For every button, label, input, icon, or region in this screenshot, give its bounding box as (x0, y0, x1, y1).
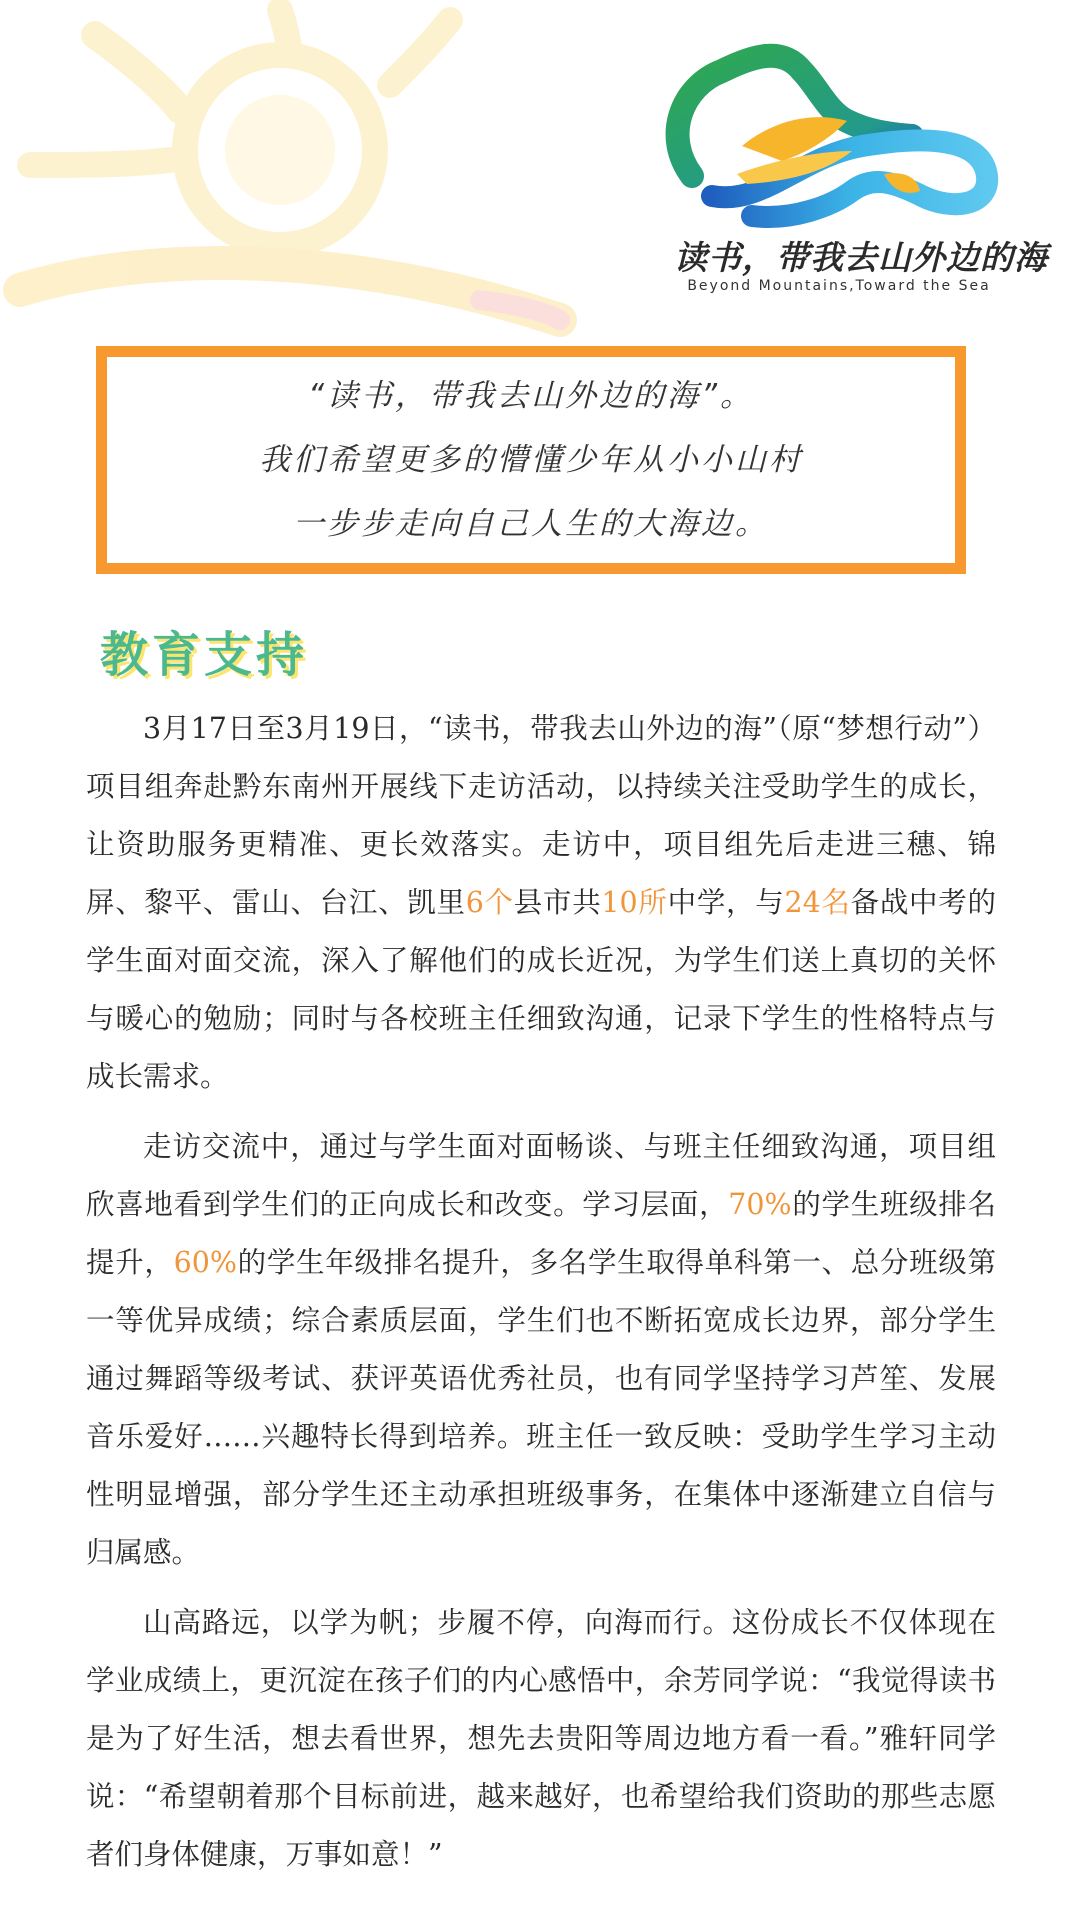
mountain-sea-logo-icon (652, 26, 1002, 236)
paragraph-text: 山高路远，以学为帆；步履不停，向海而行。这份成长不仅体现在学业成绩上，更沉淀在孩子们的内心感悟中，余芳同学说：“我觉得读书是为了好生活，想去看世界，想先去贵阳等周边地方看一看。”雅轩同学说：“希望朝着那个目标前进，越来越好，也希望给我们资助的那些志愿者们身体健康，万事如意！” (86, 1606, 996, 1871)
paragraph-text: 中学，与 (667, 886, 785, 919)
highlight-counties: 6个 (465, 886, 514, 919)
paragraph-text: 走访交流中，通过与学生面对面畅谈、与班主任细致沟通，项目组欣喜地看到学生们的正向成长和改变。学习层面， (86, 1130, 996, 1221)
highlight-class-rank: 70% (728, 1188, 792, 1221)
logo-slogan-english: Beyond Mountains,Toward the Sea (687, 278, 991, 294)
article-body (86, 700, 996, 1896)
highlight-schools: 10所 (601, 886, 668, 919)
paragraph-2 (86, 1118, 996, 1582)
quote-line-3: 一步步走向自己人生的大海边。 (293, 506, 769, 542)
section-title: 教育支持 (100, 627, 309, 683)
paragraph-text: 的学生年级排名提升，多名学生取得单科第一、总分班级第一等优异成绩；综合素质层面，学生们也不断拓宽成长边界，部分学生通过舞蹈等级考试、获评英语优秀社员，也有同学坚持学习芦笙、发展音乐爱好……兴趣特长得到培养。班主任一致反映：受助学生学习主动性明显增强，部分学生还主动承担班级事务，在集体中逐渐建立自信与归属感。 (86, 1246, 996, 1569)
paragraph-3 (86, 1594, 996, 1884)
quote-line-2: 我们希望更多的懵懂少年从小小山村 (259, 442, 803, 478)
quote-line-1: “读书，带我去山外边的海”。 (307, 378, 755, 414)
paragraph-1 (86, 700, 996, 1106)
highlight-grade-rank: 60% (173, 1246, 237, 1279)
paragraph-text: 3月17日至3月19日，“读书，带我去山外边的海”（原“梦想行动”）项目组奔赴黔东南州开展线下走访活动，以持续关注受助学生的成长，让资助服务更精准、更长效落实。走访中，项目组先后走进三穗、锦屏、黎平、雷山、台江、凯里 (86, 712, 996, 919)
quote-box (96, 346, 966, 574)
project-logo (652, 26, 1048, 296)
paragraph-text: 的学生班级排名提升， (86, 1188, 996, 1279)
paragraph-text: 县市共 (513, 886, 602, 919)
sun-decoration (0, 0, 620, 340)
highlight-students: 24名 (784, 886, 851, 919)
paragraph-text: 备战中考的学生面对面交流，深入了解他们的成长近况，为学生们送上真切的关怀与暖心的勉励；同时与各校班主任细致沟通，记录下学生的性格特点与成长需求。 (86, 886, 996, 1093)
logo-slogan-chinese: 读书，带我去山外边的海 (674, 238, 1048, 277)
